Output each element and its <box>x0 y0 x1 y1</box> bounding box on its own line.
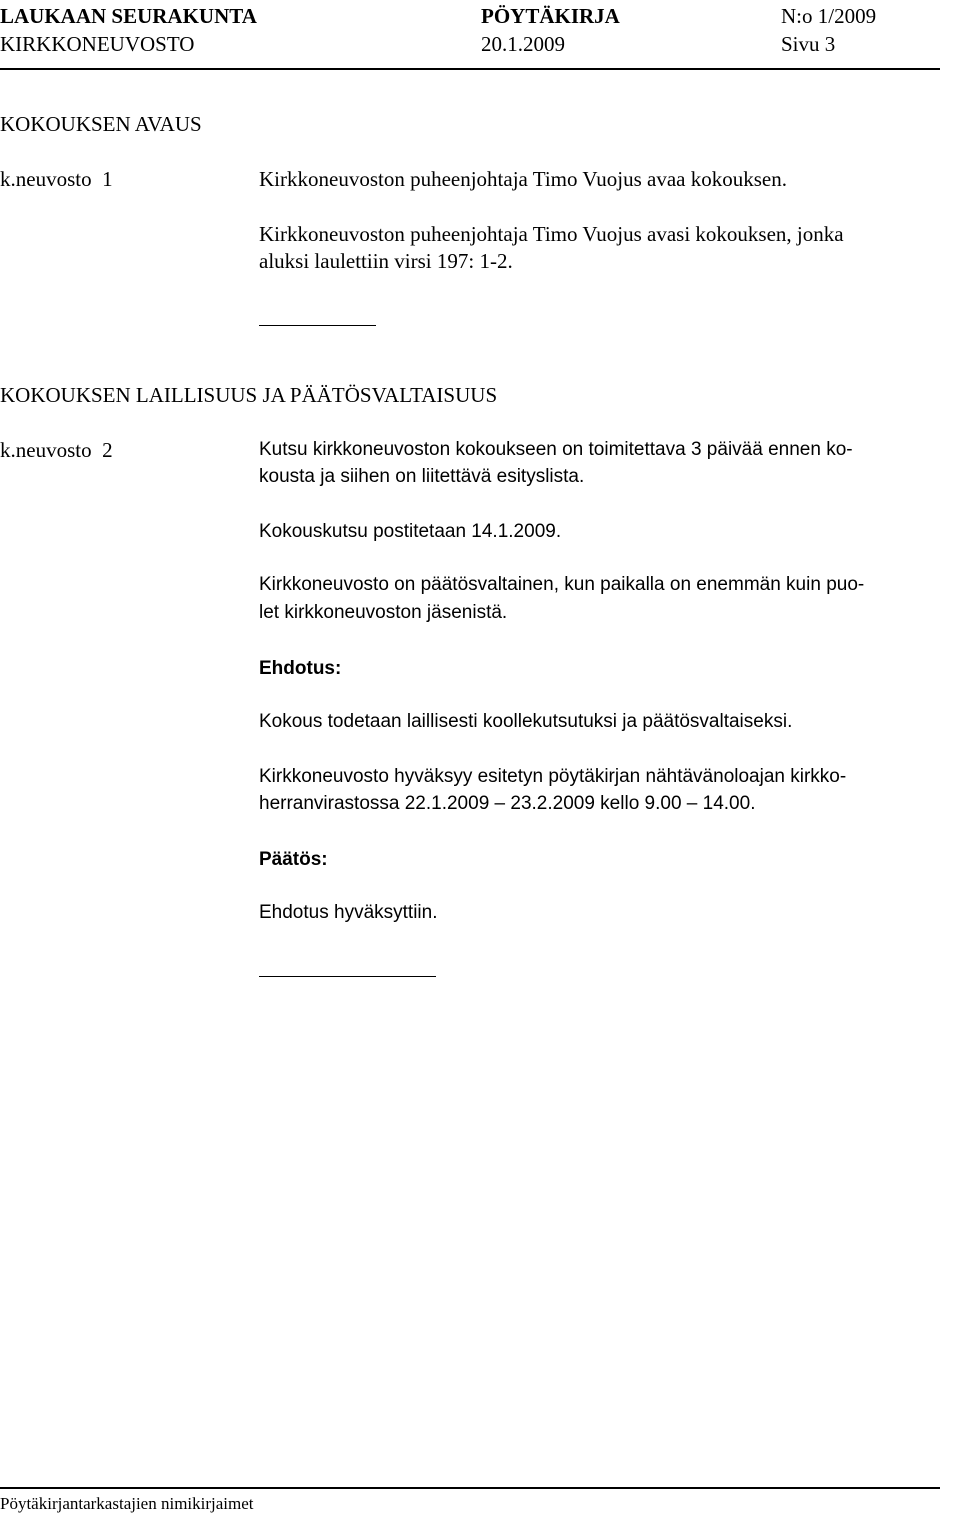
section2-para4-line2: herranvirastossa 22.1.2009 – 23.2.2009 kello 9.00 – 14.00. <box>259 793 756 814</box>
proposal-label: Ehdotus: <box>259 658 342 679</box>
decision-text: Ehdotus hyväksyttiin. <box>259 902 438 923</box>
section2-para2: Kokouskutsu postitetaan 14.1.2009. <box>259 521 562 542</box>
section1-separator <box>259 325 376 326</box>
section2-ref: k.neuvosto 2 <box>0 438 113 462</box>
doc-number: N:o 1/2009 <box>781 4 877 28</box>
decision-label: Päätös: <box>259 849 328 870</box>
section2-para1-line2: kousta ja siihen on liitettävä esityslista. <box>259 466 585 487</box>
section2-heading: KOKOUKSEN LAILLISUUS JA PÄÄTÖSVALTAISUUS <box>0 383 498 407</box>
section2-para4-line1: Kirkkoneuvosto hyväksyy esitetyn pöytäkirjan nähtävänoloajan kirkko- <box>259 766 847 787</box>
section2-separator <box>259 976 436 977</box>
section1-heading: KOKOUKSEN AVAUS <box>0 112 202 136</box>
header-rule <box>0 68 940 70</box>
footer-initials-label: Pöytäkirjantarkastajien nimikirjaimet <box>0 1494 254 1513</box>
doc-type: PÖYTÄKIRJA <box>481 4 620 28</box>
body-name: KIRKKONEUVOSTO <box>0 32 195 56</box>
section2-para3-line2: let kirkkoneuvoston jäsenistä. <box>259 602 508 623</box>
section1-ref: k.neuvosto 1 <box>0 167 113 191</box>
section2-para1-line1: Kutsu kirkkoneuvoston kokoukseen on toimitettava 3 päivää ennen ko- <box>259 439 853 460</box>
meeting-date: 20.1.2009 <box>481 32 565 56</box>
proposal-text: Kokous todetaan laillisesti koollekutsutuksi ja päätösvaltaiseksi. <box>259 711 793 732</box>
section1-para2-line1: Kirkkoneuvoston puheenjohtaja Timo Vuojus avasi kokouksen, jonka <box>259 222 844 246</box>
org-name: LAUKAAN SEURAKUNTA <box>0 4 257 28</box>
page-number: Sivu 3 <box>781 32 836 56</box>
section1-para2-line2: aluksi laulettiin virsi 197: 1-2. <box>259 249 513 273</box>
section2-para3-line1: Kirkkoneuvosto on päätösvaltainen, kun paikalla on enemmän kuin puo- <box>259 574 865 595</box>
footer-rule <box>0 1487 940 1489</box>
section1-para1: Kirkkoneuvoston puheenjohtaja Timo Vuojus avaa kokouksen. <box>259 167 787 191</box>
